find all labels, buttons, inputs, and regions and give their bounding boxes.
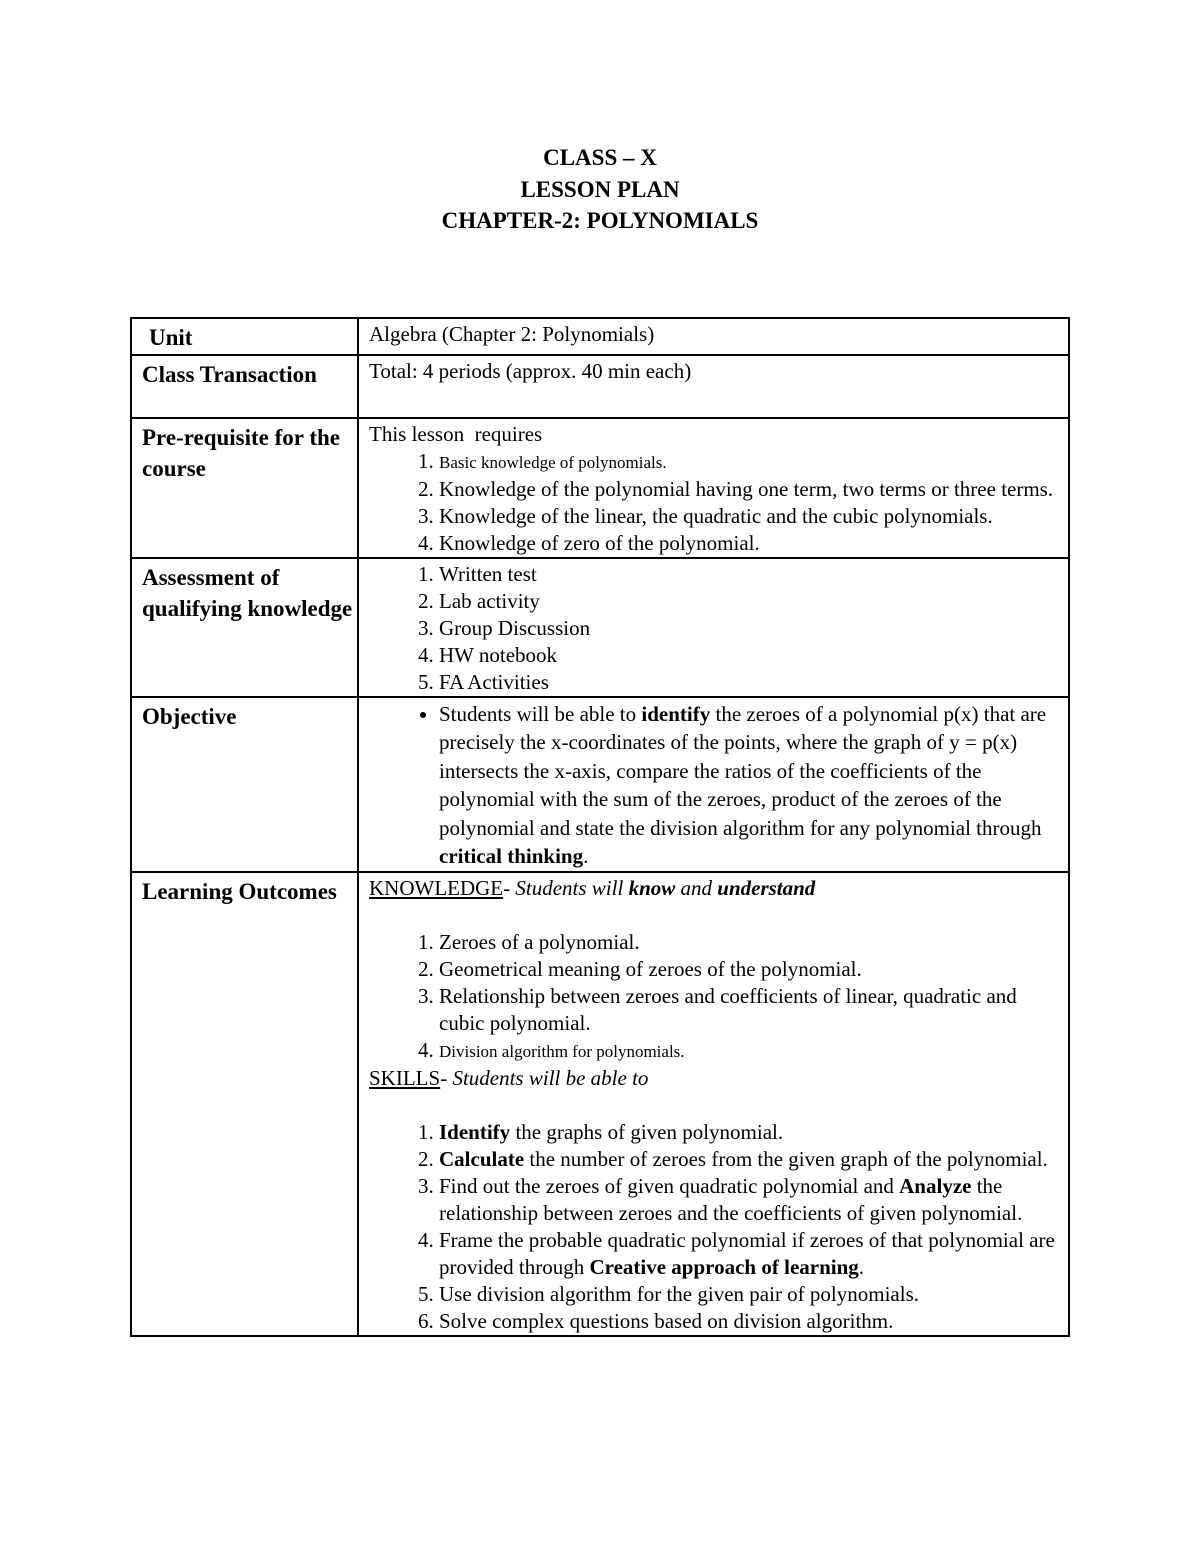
skill-text: Use division algorithm for the given pair of polynomials. <box>439 1281 920 1306</box>
list-item: 1. Basic knowledge of polynomials. <box>439 448 1058 476</box>
list-item: 1. Written test <box>439 561 1058 588</box>
lesson-plan-table <box>130 317 1070 1337</box>
prerequisite-list <box>369 448 1058 557</box>
skills-heading: SKILLS <box>369 1065 441 1090</box>
objective-text-1: Students will be able to <box>439 701 642 726</box>
assessment-content <box>358 558 1069 697</box>
chapter-title: CHAPTER-2: POLYNOMIALS <box>441 208 759 233</box>
list-item <box>439 1281 1058 1308</box>
skill-emphasis: Creative approach of learning <box>589 1254 859 1279</box>
class-transaction-label: Class Transaction <box>131 355 358 418</box>
knowledge-sub-know: know <box>628 875 676 900</box>
row-class-transaction <box>131 355 1069 418</box>
lesson-plan-title: LESSON PLAN <box>520 176 680 202</box>
skills-sub: Students will be able to <box>452 1065 649 1090</box>
skill-verb: Identify <box>439 1119 511 1144</box>
list-item <box>439 1146 1058 1173</box>
list-item: 4. Division algorithm for polynomials. <box>439 1037 1058 1065</box>
knowledge-heading: KNOWLEDGE <box>369 875 504 900</box>
list-item: 2. Geometrical meaning of zeroes of the polynomial. <box>439 956 1058 983</box>
objective-text-2: the zeroes of a polynomial p(x) that are precisely the x-coordinates of the points, where the graph of y = p(x) intersects the x-axis, compare the ratios of the coefficients of the polynomial with the sum of the zeroes, product of the zeroes of the polynomial and state the division algorithm for any polynomial through <box>439 701 1047 840</box>
learning-outcomes-label: Learning Outcomes <box>131 872 358 1336</box>
list-item <box>439 1173 1058 1227</box>
knowledge-sub-and: and <box>675 875 718 900</box>
skills-heading-line <box>369 1065 1058 1092</box>
list-item: 3. Group Discussion <box>439 615 1058 642</box>
list-item: 3. Relationship between zeroes and coefficients of linear, quadratic and cubic polynomial. <box>439 983 1058 1037</box>
skill-text: the graphs of given polynomial. <box>510 1119 784 1144</box>
list-item: 2. Knowledge of the polynomial having one term, two terms or three terms. <box>439 476 1058 503</box>
list-item: 5. FA Activities <box>439 669 1058 696</box>
row-prerequisite <box>131 418 1069 558</box>
assessment-label: Assessment of qualifying knowledge <box>131 558 358 697</box>
list-item <box>439 1308 1058 1335</box>
unit-value: Algebra (Chapter 2: Polynomials) <box>358 318 1069 355</box>
class-title: CLASS – X <box>543 145 657 170</box>
list-item: 1. Zeroes of a polynomial. <box>439 929 1058 956</box>
objective-bold-identify: identify <box>641 701 711 726</box>
skill-text: the number of zeroes from the given graph of the polynomial. <box>524 1146 1048 1171</box>
list-item: 4. Knowledge of zero of the polynomial. <box>439 530 1058 557</box>
knowledge-dash: - <box>503 875 516 900</box>
prerequisite-intro: This lesson requires <box>369 421 543 446</box>
skill-text: Find out the zeroes of given quadratic polynomial and <box>439 1173 900 1198</box>
row-objective <box>131 697 1069 872</box>
row-assessment <box>131 558 1069 697</box>
assessment-list <box>369 561 1058 696</box>
unit-label: Unit <box>131 318 358 355</box>
skills-list <box>369 1119 1058 1335</box>
list-item: 4. HW notebook <box>439 642 1058 669</box>
skill-verb: Calculate <box>439 1146 525 1171</box>
document-header <box>0 142 1200 237</box>
skills-dash: - <box>440 1065 453 1090</box>
objective-list <box>369 700 1058 871</box>
knowledge-heading-line <box>369 875 1058 902</box>
prerequisite-label: Pre-requisite for the course <box>131 418 358 558</box>
objective-text-3: . <box>583 844 589 868</box>
list-item: 3. Knowledge of the linear, the quadratic and the cubic polynomials. <box>439 503 1058 530</box>
skill-text: the relationship between zeroes and the coefficients of given polynomial. <box>439 1173 1023 1225</box>
skill-verb: Analyze <box>899 1173 972 1198</box>
prerequisite-content <box>358 418 1069 558</box>
skill-text: Solve complex questions based on division algorithm. <box>439 1308 894 1333</box>
skill-text: Frame the probable quadratic polynomial if zeroes of that polynomial are provided through <box>439 1227 1055 1279</box>
objective-label: Objective <box>131 697 358 872</box>
knowledge-list <box>369 929 1058 1065</box>
objective-content <box>358 697 1069 872</box>
objective-bold-critical-thinking: critical thinking <box>439 844 584 868</box>
class-transaction-value: Total: 4 periods (approx. 40 min each) <box>358 355 1069 418</box>
objective-item <box>439 700 1058 871</box>
row-unit <box>131 318 1069 355</box>
knowledge-sub-understand: understand <box>717 875 816 900</box>
learning-outcomes-content <box>358 872 1069 1336</box>
row-learning-outcomes <box>131 872 1069 1336</box>
list-item: 2. Lab activity <box>439 588 1058 615</box>
knowledge-sub-1: Students will <box>515 875 629 900</box>
list-item <box>439 1227 1058 1281</box>
skill-text: . <box>858 1254 865 1279</box>
list-item <box>439 1119 1058 1146</box>
